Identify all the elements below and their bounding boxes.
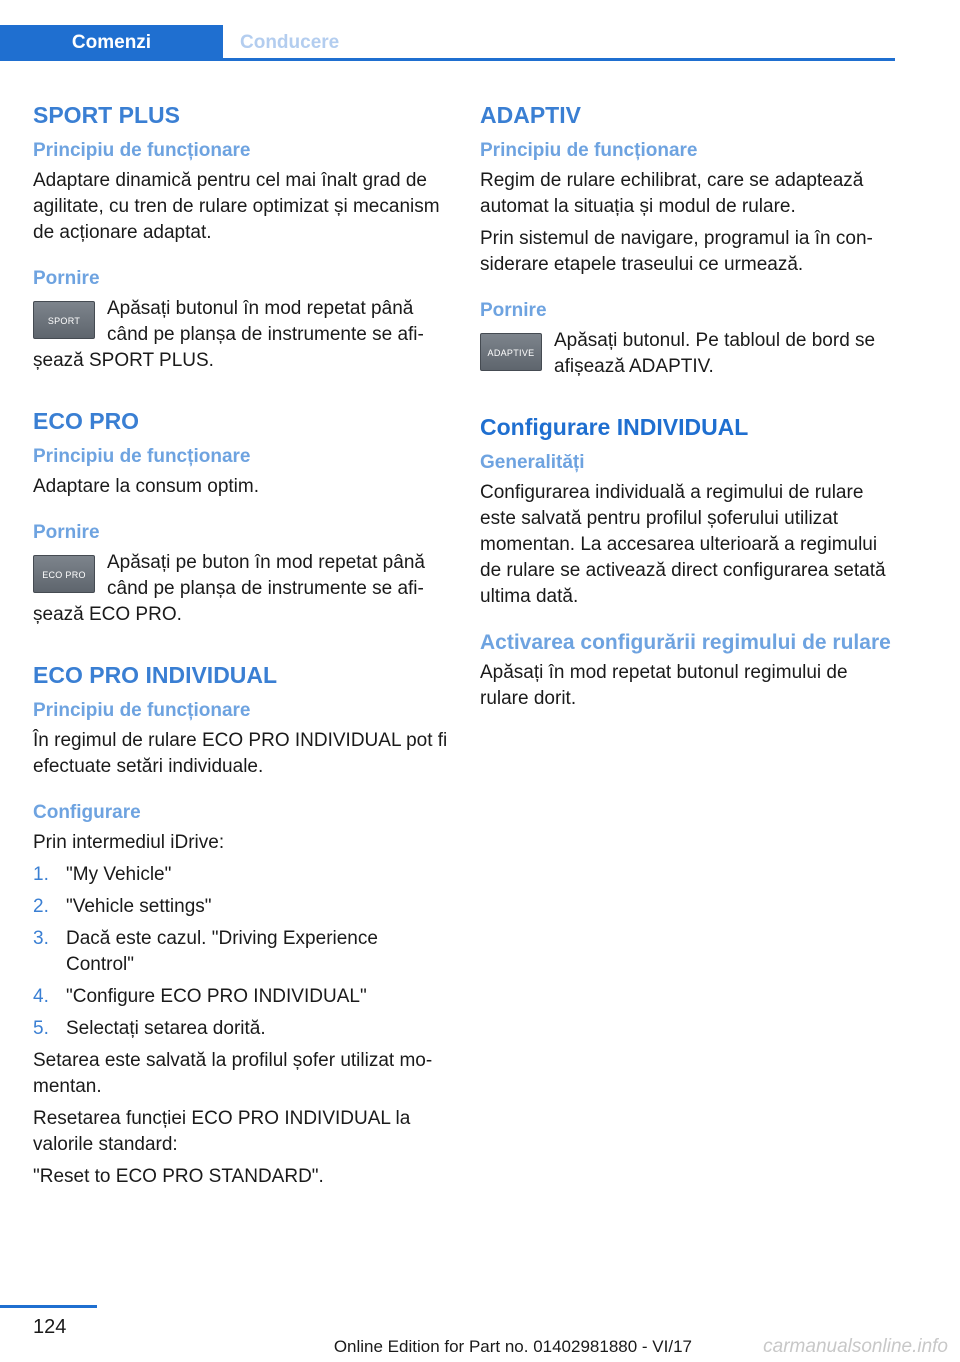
footer-rule bbox=[0, 1305, 97, 1308]
eco-pro-individual-reset-text: Resetarea funcției ECO PRO INDIVIDUAL la valorile standard: bbox=[33, 1108, 411, 1155]
list-item: 5. Selectați setarea dorită. bbox=[33, 1018, 266, 1039]
individual-general-text: Configurarea individuală a regimului de rulare este salvată pentru profilul șoferului utilizat momentan. La accesarea ulterioară a regimului de rulare se activează direct configurarea setată ultima dată. bbox=[480, 482, 886, 607]
eco-pro-start-row bbox=[33, 550, 451, 628]
left-column bbox=[33, 100, 451, 1196]
sport-plus-start-heading: Pornire bbox=[33, 268, 100, 289]
adaptiv-principle-text-2: Prin sistemul de navigare, programul ia în considerare etapele traseului ce urmează. bbox=[480, 228, 873, 275]
section-eco-pro bbox=[33, 406, 451, 628]
sport-plus-title: SPORT PLUS bbox=[33, 102, 180, 128]
adaptiv-start-row bbox=[480, 328, 898, 380]
tab-underline bbox=[0, 58, 895, 61]
sport-plus-principle-text: Adaptare dinamică pentru cel mai înalt grad de agilitate, cu tren de rulare optimizat și mecanism de acționare adaptat. bbox=[33, 170, 440, 243]
tab-conducere[interactable]: Conducere bbox=[240, 32, 340, 53]
section-adaptiv bbox=[480, 100, 898, 380]
eco-pro-start-text: Apăsați pe buton în mod repetat până când pe planșa de instrumente se afi‐ bbox=[107, 552, 425, 599]
watermark: carmanualsonline.info bbox=[763, 1336, 948, 1357]
individual-activation-heading: Activarea configurării regimului de rulare bbox=[480, 631, 891, 654]
config-steps-list bbox=[33, 862, 451, 1042]
list-item: 1. "My Vehicle" bbox=[33, 864, 172, 885]
sport-plus-principle-heading: Principiu de funcționare bbox=[33, 140, 251, 161]
list-item: 2. "Vehicle settings" bbox=[33, 896, 212, 917]
eco-pro-individual-config-intro: Prin intermediul iDrive: bbox=[33, 832, 225, 853]
sport-plus-start-text: Apăsați butonul în mod repetat până când pe planșa de instrumente se afi‐ bbox=[107, 298, 424, 345]
list-item: 4. "Configure ECO PRO INDIVIDUAL" bbox=[33, 986, 367, 1007]
eco-pro-individual-saved-text: Setarea este salvată la profilul șofer utilizat momentan. bbox=[33, 1050, 433, 1097]
eco-pro-individual-principle-heading: Principiu de funcționare bbox=[33, 700, 251, 721]
individual-activation-text: Apăsați în mod repetat butonul regimului de rulare dorit. bbox=[480, 662, 848, 709]
chapter-tabs bbox=[0, 25, 895, 61]
eco-pro-individual-reset-value: "Reset to ECO PRO STANDARD". bbox=[33, 1166, 324, 1187]
adaptiv-start-heading: Pornire bbox=[480, 300, 547, 321]
eco-pro-start-text-end: șează ECO PRO. bbox=[33, 604, 182, 625]
adaptiv-principle-heading: Principiu de funcționare bbox=[480, 140, 698, 161]
eco-pro-title: ECO PRO bbox=[33, 408, 140, 434]
page-number: 124 bbox=[33, 1316, 67, 1338]
adaptive-button-icon: ADAPTIVE bbox=[480, 333, 542, 371]
tab-comenzi[interactable]: Comenzi bbox=[0, 25, 223, 61]
section-individual-config bbox=[480, 412, 898, 712]
sport-plus-start-text-end: șează SPORT PLUS. bbox=[33, 350, 214, 371]
individual-config-title: Configurare INDIVIDUAL bbox=[480, 414, 749, 440]
section-eco-pro-individual bbox=[33, 660, 451, 1190]
sport-plus-start-row bbox=[33, 296, 451, 374]
eco-pro-start-heading: Pornire bbox=[33, 522, 100, 543]
eco-pro-individual-title: ECO PRO INDIVIDUAL bbox=[33, 662, 278, 688]
right-column bbox=[480, 100, 898, 718]
adaptiv-principle-text-1: Regim de rulare echilibrat, care se adaptează automat la situația și modul de rulare. bbox=[480, 170, 864, 217]
individual-general-heading: Generalități bbox=[480, 452, 585, 473]
list-item: 3. Dacă este cazul. "Driving Experience Control" bbox=[33, 928, 378, 975]
sport-button-icon: SPORT bbox=[33, 301, 95, 339]
eco-pro-button-icon: ECO PRO bbox=[33, 555, 95, 593]
eco-pro-individual-principle-text: În regimul de rulare ECO PRO INDIVIDUAL pot fi efectuate setări individuale. bbox=[33, 730, 448, 777]
adaptiv-title: ADAPTIV bbox=[480, 102, 581, 128]
eco-pro-individual-config-heading: Configurare bbox=[33, 802, 141, 823]
eco-pro-principle-heading: Principiu de funcționare bbox=[33, 446, 251, 467]
adaptiv-start-text: Apăsați butonul. Pe tabloul de bord se afișează ADAPTIV. bbox=[554, 330, 876, 377]
section-sport-plus bbox=[33, 100, 451, 374]
edition-note: Online Edition for Part no. 01402981880 - VI/17 bbox=[333, 1337, 692, 1356]
eco-pro-principle-text: Adaptare la consum optim. bbox=[33, 476, 260, 497]
